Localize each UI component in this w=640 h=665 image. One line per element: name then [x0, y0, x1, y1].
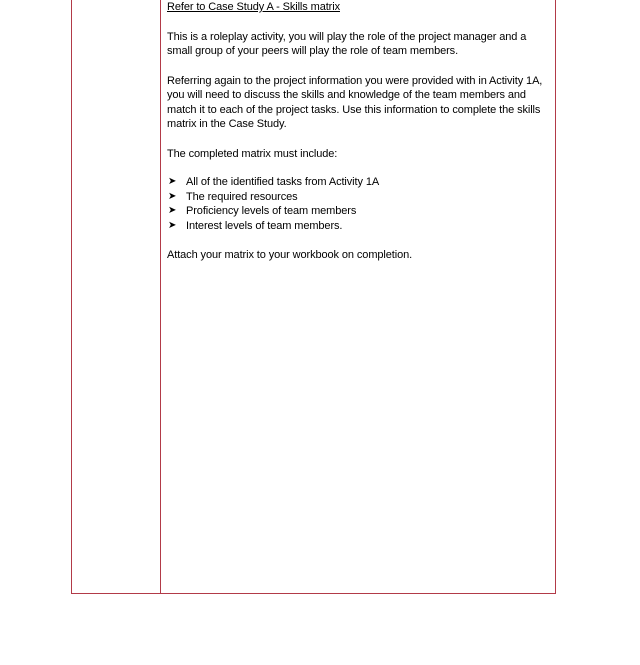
section-heading: Refer to Case Study A - Skills matrix: [167, 1, 340, 13]
list-item: [167, 190, 547, 205]
list-item-text: Proficiency levels of team members: [186, 205, 357, 217]
paragraph-instructions: Referring again to the project information you were provided with in Activity 1A, you will need to discuss the skills and knowledge of the team members and match it to each of the project tasks. Use this information to complete the skills matrix in the Case Study.: [167, 74, 543, 130]
list-item-text: All of the identified tasks from Activity 1A: [186, 176, 380, 188]
list-item: [167, 219, 547, 234]
paragraph-closing: Attach your matrix to your workbook on completion.: [167, 249, 413, 261]
arrowhead-bullet-icon: ➤: [168, 205, 177, 216]
column-divider: [160, 0, 161, 594]
paragraph-matrix-requirements: The completed matrix must include:: [167, 147, 338, 160]
requirements-list: [167, 175, 547, 233]
list-item: [167, 175, 547, 190]
arrowhead-bullet-icon: ➤: [168, 176, 177, 187]
list-item-text: Interest levels of team members.: [186, 219, 343, 232]
arrowhead-bullet-icon: ➤: [168, 219, 177, 231]
arrowhead-bullet-icon: ➤: [168, 190, 177, 202]
paragraph-roleplay: This is a roleplay activity, you will play the role of the project manager and a small group of your peers will play the role of team members.: [167, 30, 527, 57]
list-item-text: The required resources: [186, 190, 298, 203]
instructions-cell: [167, 0, 547, 263]
list-item: [167, 204, 547, 219]
